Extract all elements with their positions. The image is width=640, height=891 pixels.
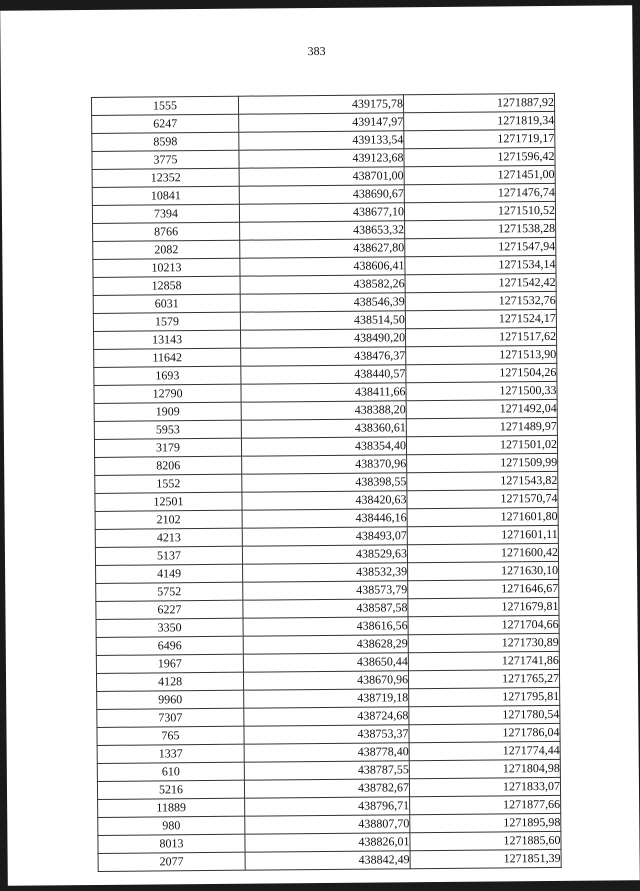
x-coordinate-cell: 438398,55 bbox=[242, 473, 407, 492]
y-coordinate-cell: 1271534,14 bbox=[405, 255, 556, 274]
point-number-cell: 6496 bbox=[96, 636, 243, 655]
y-coordinate-cell: 1271570,74 bbox=[407, 489, 558, 508]
x-coordinate-cell: 438360,61 bbox=[241, 419, 406, 438]
document-page bbox=[0, 5, 640, 885]
y-coordinate-cell: 1271630,10 bbox=[408, 561, 559, 580]
point-number-cell: 2102 bbox=[95, 510, 242, 529]
x-coordinate-cell: 438440,57 bbox=[241, 365, 406, 384]
x-coordinate-cell: 438650,44 bbox=[243, 653, 408, 672]
point-number-cell: 10841 bbox=[92, 186, 239, 205]
y-coordinate-cell: 1271804,98 bbox=[409, 759, 560, 778]
point-number-cell: 11642 bbox=[94, 348, 241, 367]
point-number-cell: 2082 bbox=[93, 240, 240, 259]
table-row bbox=[98, 849, 561, 871]
y-coordinate-cell: 1271704,66 bbox=[408, 615, 559, 634]
y-coordinate-cell: 1271532,76 bbox=[405, 291, 556, 310]
point-number-cell: 1579 bbox=[93, 312, 240, 331]
x-coordinate-cell: 438490,20 bbox=[240, 329, 405, 348]
y-coordinate-cell: 1271833,07 bbox=[409, 777, 560, 796]
y-coordinate-cell: 1271795,81 bbox=[409, 687, 560, 706]
y-coordinate-cell: 1271547,94 bbox=[405, 237, 556, 256]
point-number-cell: 11889 bbox=[98, 798, 245, 817]
x-coordinate-cell: 438753,37 bbox=[244, 725, 409, 744]
x-coordinate-cell: 438532,39 bbox=[243, 563, 408, 582]
point-number-cell: 5752 bbox=[96, 582, 243, 601]
x-coordinate-cell: 438719,18 bbox=[244, 689, 409, 708]
x-coordinate-cell: 438529,63 bbox=[242, 545, 407, 564]
y-coordinate-cell: 1271510,52 bbox=[404, 201, 555, 220]
x-coordinate-cell: 438782,67 bbox=[244, 779, 409, 798]
point-number-cell: 3350 bbox=[96, 618, 243, 637]
page-number: 383 bbox=[307, 43, 326, 59]
x-coordinate-cell: 438724,68 bbox=[244, 707, 409, 726]
y-coordinate-cell: 1271895,98 bbox=[410, 813, 561, 832]
point-number-cell: 7307 bbox=[97, 708, 244, 727]
table-body bbox=[91, 93, 561, 871]
point-number-cell: 6227 bbox=[96, 600, 243, 619]
x-coordinate-cell: 438411,66 bbox=[241, 383, 406, 402]
y-coordinate-cell: 1271542,42 bbox=[405, 273, 556, 292]
x-coordinate-cell: 438796,71 bbox=[245, 797, 410, 816]
y-coordinate-cell: 1271730,89 bbox=[408, 633, 559, 652]
point-number-cell: 8598 bbox=[92, 132, 239, 151]
y-coordinate-cell: 1271885,60 bbox=[410, 831, 561, 850]
point-number-cell: 610 bbox=[97, 762, 244, 781]
point-number-cell: 12858 bbox=[93, 276, 240, 295]
x-coordinate-cell: 438370,96 bbox=[242, 455, 407, 474]
y-coordinate-cell: 1271476,74 bbox=[404, 183, 555, 202]
y-coordinate-cell: 1271646,67 bbox=[408, 579, 559, 598]
y-coordinate-cell: 1271538,28 bbox=[405, 219, 556, 238]
x-coordinate-cell: 438546,39 bbox=[240, 293, 405, 312]
x-coordinate-cell: 438690,67 bbox=[239, 185, 404, 204]
x-coordinate-cell: 438677,10 bbox=[239, 203, 404, 222]
point-number-cell: 2077 bbox=[98, 852, 245, 871]
y-coordinate-cell: 1271765,27 bbox=[408, 669, 559, 688]
point-number-cell: 3775 bbox=[92, 150, 239, 169]
y-coordinate-cell: 1271719,17 bbox=[404, 129, 555, 148]
y-coordinate-cell: 1271786,04 bbox=[409, 723, 560, 742]
point-number-cell: 980 bbox=[98, 816, 245, 835]
x-coordinate-cell: 438701,00 bbox=[239, 167, 404, 186]
y-coordinate-cell: 1271489,97 bbox=[406, 417, 557, 436]
y-coordinate-cell: 1271451,00 bbox=[404, 165, 555, 184]
x-coordinate-cell: 439147,97 bbox=[239, 113, 404, 132]
x-coordinate-cell: 438420,63 bbox=[242, 491, 407, 510]
x-coordinate-cell: 438587,58 bbox=[243, 599, 408, 618]
point-number-cell: 12352 bbox=[92, 168, 239, 187]
point-number-cell: 1555 bbox=[91, 96, 238, 115]
point-number-cell: 12501 bbox=[95, 492, 242, 511]
y-coordinate-cell: 1271600,42 bbox=[407, 543, 558, 562]
x-coordinate-cell: 438778,40 bbox=[244, 743, 409, 762]
point-number-cell: 5137 bbox=[95, 546, 242, 565]
x-coordinate-cell: 438842,49 bbox=[245, 851, 410, 870]
point-number-cell: 5953 bbox=[94, 420, 241, 439]
x-coordinate-cell: 438628,29 bbox=[243, 635, 408, 654]
y-coordinate-cell: 1271509,99 bbox=[407, 453, 558, 472]
x-coordinate-cell: 438606,41 bbox=[240, 257, 405, 276]
y-coordinate-cell: 1271543,82 bbox=[407, 471, 558, 490]
point-number-cell: 13143 bbox=[93, 330, 240, 349]
point-number-cell: 4213 bbox=[95, 528, 242, 547]
point-number-cell: 8206 bbox=[95, 456, 242, 475]
x-coordinate-cell: 439175,78 bbox=[238, 95, 403, 114]
x-coordinate-cell: 438476,37 bbox=[241, 347, 406, 366]
point-number-cell: 5216 bbox=[97, 780, 244, 799]
point-number-cell: 1693 bbox=[94, 366, 241, 385]
point-number-cell: 765 bbox=[97, 726, 244, 745]
x-coordinate-cell: 438388,20 bbox=[241, 401, 406, 420]
y-coordinate-cell: 1271524,17 bbox=[405, 309, 556, 328]
x-coordinate-cell: 438670,96 bbox=[243, 671, 408, 690]
y-coordinate-cell: 1271492,04 bbox=[406, 399, 557, 418]
x-coordinate-cell: 438627,80 bbox=[240, 239, 405, 258]
x-coordinate-cell: 438446,16 bbox=[242, 509, 407, 528]
point-number-cell: 6031 bbox=[93, 294, 240, 313]
point-number-cell: 9960 bbox=[97, 690, 244, 709]
point-number-cell: 8013 bbox=[98, 834, 245, 853]
point-number-cell: 10213 bbox=[93, 258, 240, 277]
y-coordinate-cell: 1271887,92 bbox=[403, 93, 554, 112]
point-number-cell: 1552 bbox=[95, 474, 242, 493]
x-coordinate-cell: 439123,68 bbox=[239, 149, 404, 168]
y-coordinate-cell: 1271513,90 bbox=[406, 345, 557, 364]
y-coordinate-cell: 1271774,44 bbox=[409, 741, 560, 760]
x-coordinate-cell: 438354,40 bbox=[241, 437, 406, 456]
y-coordinate-cell: 1271504,26 bbox=[406, 363, 557, 382]
y-coordinate-cell: 1271679,81 bbox=[408, 597, 559, 616]
x-coordinate-cell: 438826,01 bbox=[245, 833, 410, 852]
point-number-cell: 12790 bbox=[94, 384, 241, 403]
y-coordinate-cell: 1271601,80 bbox=[407, 507, 558, 526]
point-number-cell: 1967 bbox=[96, 654, 243, 673]
y-coordinate-cell: 1271741,86 bbox=[408, 651, 559, 670]
x-coordinate-cell: 438493,07 bbox=[242, 527, 407, 546]
x-coordinate-cell: 438653,32 bbox=[240, 221, 405, 240]
y-coordinate-cell: 1271517,62 bbox=[405, 327, 556, 346]
y-coordinate-cell: 1271877,66 bbox=[410, 795, 561, 814]
point-number-cell: 6247 bbox=[92, 114, 239, 133]
coordinates-table bbox=[91, 93, 562, 872]
x-coordinate-cell: 438787,55 bbox=[244, 761, 409, 780]
x-coordinate-cell: 438514,50 bbox=[240, 311, 405, 330]
y-coordinate-cell: 1271780,54 bbox=[409, 705, 560, 724]
x-coordinate-cell: 438616,56 bbox=[243, 617, 408, 636]
y-coordinate-cell: 1271819,34 bbox=[404, 111, 555, 130]
point-number-cell: 3179 bbox=[94, 438, 241, 457]
y-coordinate-cell: 1271851,39 bbox=[410, 849, 561, 868]
point-number-cell: 7394 bbox=[92, 204, 239, 223]
point-number-cell: 4128 bbox=[96, 672, 243, 691]
point-number-cell: 1909 bbox=[94, 402, 241, 421]
x-coordinate-cell: 439133,54 bbox=[239, 131, 404, 150]
point-number-cell: 4149 bbox=[96, 564, 243, 583]
x-coordinate-cell: 438807,70 bbox=[245, 815, 410, 834]
x-coordinate-cell: 438582,26 bbox=[240, 275, 405, 294]
point-number-cell: 1337 bbox=[97, 744, 244, 763]
y-coordinate-cell: 1271596,42 bbox=[404, 147, 555, 166]
x-coordinate-cell: 438573,79 bbox=[243, 581, 408, 600]
y-coordinate-cell: 1271601,11 bbox=[407, 525, 558, 544]
y-coordinate-cell: 1271500,33 bbox=[406, 381, 557, 400]
point-number-cell: 8766 bbox=[93, 222, 240, 241]
y-coordinate-cell: 1271501,02 bbox=[406, 435, 557, 454]
